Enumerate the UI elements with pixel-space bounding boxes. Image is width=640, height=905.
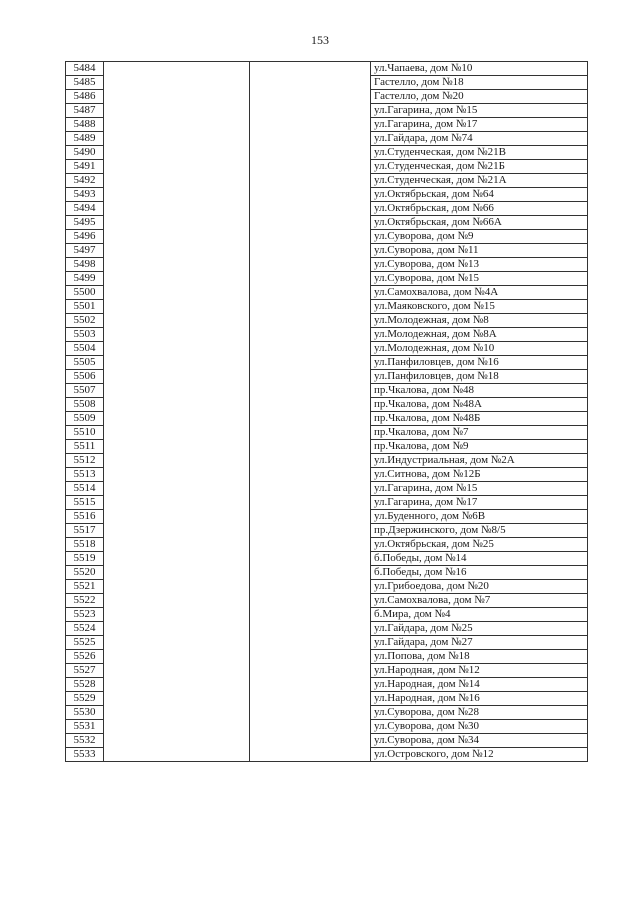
empty-cell [104, 118, 250, 132]
table-row [66, 748, 588, 762]
table-row [66, 286, 588, 300]
empty-cell [250, 580, 371, 594]
empty-cell [250, 216, 371, 230]
empty-cell [104, 650, 250, 664]
table-row [66, 174, 588, 188]
address-cell: ул.Гагарина, дом №17 [371, 496, 588, 510]
empty-cell [104, 230, 250, 244]
row-number-cell: 5490 [66, 146, 104, 160]
table-row [66, 230, 588, 244]
empty-cell [250, 552, 371, 566]
table-row [66, 594, 588, 608]
empty-cell [250, 622, 371, 636]
row-number-cell: 5524 [66, 622, 104, 636]
table-row [66, 454, 588, 468]
table-row [66, 608, 588, 622]
address-cell: ул.Молодежная, дом №8А [371, 328, 588, 342]
empty-cell [250, 468, 371, 482]
empty-cell [250, 636, 371, 650]
table-row [66, 342, 588, 356]
empty-cell [104, 258, 250, 272]
row-number-cell: 5503 [66, 328, 104, 342]
empty-cell [250, 398, 371, 412]
address-cell: ул.Народная, дом №16 [371, 692, 588, 706]
table-row [66, 258, 588, 272]
address-cell: ул.Гагарина, дом №17 [371, 118, 588, 132]
row-number-cell: 5529 [66, 692, 104, 706]
empty-cell [250, 426, 371, 440]
row-number-cell: 5514 [66, 482, 104, 496]
empty-cell [250, 286, 371, 300]
address-cell: ул.Суворова, дом №13 [371, 258, 588, 272]
row-number-cell: 5509 [66, 412, 104, 426]
empty-cell [104, 244, 250, 258]
empty-cell [250, 230, 371, 244]
table-row [66, 734, 588, 748]
empty-cell [250, 244, 371, 258]
row-number-cell: 5489 [66, 132, 104, 146]
empty-cell [250, 692, 371, 706]
address-cell: ул.Студенческая, дом №21Б [371, 160, 588, 174]
empty-cell [250, 538, 371, 552]
empty-cell [250, 90, 371, 104]
address-cell: ул.Суворова, дом №11 [371, 244, 588, 258]
empty-cell [104, 356, 250, 370]
table-row [66, 160, 588, 174]
address-cell: пр.Чкалова, дом №7 [371, 426, 588, 440]
table-row [66, 370, 588, 384]
address-cell: пр.Чкалова, дом №48Б [371, 412, 588, 426]
table-row [66, 90, 588, 104]
empty-cell [104, 748, 250, 762]
address-cell: пр.Чкалова, дом №48 [371, 384, 588, 398]
row-number-cell: 5499 [66, 272, 104, 286]
empty-cell [104, 132, 250, 146]
address-cell: ул.Октябрьская, дом №66А [371, 216, 588, 230]
empty-cell [104, 272, 250, 286]
row-number-cell: 5506 [66, 370, 104, 384]
address-cell: ул.Ситнова, дом №12Б [371, 468, 588, 482]
address-cell: ул.Суворова, дом №9 [371, 230, 588, 244]
address-cell: ул.Гайдара, дом №74 [371, 132, 588, 146]
empty-cell [104, 216, 250, 230]
row-number-cell: 5500 [66, 286, 104, 300]
empty-cell [104, 160, 250, 174]
empty-cell [104, 286, 250, 300]
empty-cell [250, 748, 371, 762]
table-row [66, 314, 588, 328]
row-number-cell: 5526 [66, 650, 104, 664]
empty-cell [104, 62, 250, 76]
address-cell: ул.Буденного, дом №6В [371, 510, 588, 524]
address-cell: ул.Чапаева, дом №10 [371, 62, 588, 76]
address-cell: ул.Панфиловцев, дом №16 [371, 356, 588, 370]
empty-cell [250, 160, 371, 174]
empty-cell [104, 524, 250, 538]
address-cell: Гастелло, дом №18 [371, 76, 588, 90]
row-number-cell: 5505 [66, 356, 104, 370]
table-row [66, 622, 588, 636]
address-cell: ул.Молодежная, дом №8 [371, 314, 588, 328]
row-number-cell: 5484 [66, 62, 104, 76]
empty-cell [104, 188, 250, 202]
address-cell: ул.Суворова, дом №28 [371, 706, 588, 720]
row-number-cell: 5496 [66, 230, 104, 244]
table-row [66, 188, 588, 202]
table-row [66, 524, 588, 538]
empty-cell [104, 468, 250, 482]
address-cell: б.Победы, дом №16 [371, 566, 588, 580]
address-cell: ул.Грибоедова, дом №20 [371, 580, 588, 594]
row-number-cell: 5492 [66, 174, 104, 188]
address-cell: Гастелло, дом №20 [371, 90, 588, 104]
table-row [66, 356, 588, 370]
empty-cell [250, 650, 371, 664]
table-row [66, 62, 588, 76]
address-cell: ул.Студенческая, дом №21В [371, 146, 588, 160]
empty-cell [250, 146, 371, 160]
empty-cell [250, 608, 371, 622]
empty-cell [104, 706, 250, 720]
empty-cell [250, 412, 371, 426]
row-number-cell: 5502 [66, 314, 104, 328]
empty-cell [104, 342, 250, 356]
empty-cell [250, 314, 371, 328]
address-cell: ул.Гайдара, дом №27 [371, 636, 588, 650]
table-row [66, 272, 588, 286]
empty-cell [250, 62, 371, 76]
empty-cell [250, 566, 371, 580]
table-row [66, 636, 588, 650]
empty-cell [104, 538, 250, 552]
table-row [66, 328, 588, 342]
page-number: 153 [311, 33, 329, 47]
empty-cell [104, 328, 250, 342]
empty-cell [250, 384, 371, 398]
row-number-cell: 5522 [66, 594, 104, 608]
table-row [66, 146, 588, 160]
row-number-cell: 5519 [66, 552, 104, 566]
row-number-cell: 5493 [66, 188, 104, 202]
empty-cell [104, 146, 250, 160]
row-number-cell: 5532 [66, 734, 104, 748]
table-row [66, 566, 588, 580]
empty-cell [250, 328, 371, 342]
empty-cell [250, 664, 371, 678]
empty-cell [104, 720, 250, 734]
empty-cell [250, 132, 371, 146]
row-number-cell: 5485 [66, 76, 104, 90]
empty-cell [104, 678, 250, 692]
empty-cell [104, 636, 250, 650]
empty-cell [250, 258, 371, 272]
empty-cell [250, 720, 371, 734]
address-cell: ул.Суворова, дом №30 [371, 720, 588, 734]
empty-cell [250, 594, 371, 608]
table-row [66, 384, 588, 398]
address-cell: ул.Народная, дом №14 [371, 678, 588, 692]
empty-cell [104, 664, 250, 678]
row-number-cell: 5530 [66, 706, 104, 720]
address-cell: б.Победы, дом №14 [371, 552, 588, 566]
empty-cell [104, 300, 250, 314]
table-row [66, 104, 588, 118]
empty-cell [104, 566, 250, 580]
address-cell: ул.Октябрьская, дом №66 [371, 202, 588, 216]
address-cell: пр.Чкалова, дом №9 [371, 440, 588, 454]
table-row [66, 118, 588, 132]
row-number-cell: 5517 [66, 524, 104, 538]
empty-cell [250, 118, 371, 132]
table-row [66, 482, 588, 496]
row-number-cell: 5488 [66, 118, 104, 132]
row-number-cell: 5495 [66, 216, 104, 230]
row-number-cell: 5528 [66, 678, 104, 692]
row-number-cell: 5504 [66, 342, 104, 356]
empty-cell [250, 272, 371, 286]
row-number-cell: 5515 [66, 496, 104, 510]
table-row [66, 202, 588, 216]
empty-cell [250, 104, 371, 118]
table-row [66, 426, 588, 440]
empty-cell [104, 384, 250, 398]
row-number-cell: 5498 [66, 258, 104, 272]
table-row [66, 538, 588, 552]
address-cell: ул.Гагарина, дом №15 [371, 104, 588, 118]
empty-cell [104, 594, 250, 608]
table-row [66, 650, 588, 664]
empty-cell [250, 202, 371, 216]
empty-cell [104, 412, 250, 426]
address-cell: ул.Октябрьская, дом №25 [371, 538, 588, 552]
empty-cell [104, 398, 250, 412]
address-cell: пр.Чкалова, дом №48А [371, 398, 588, 412]
row-number-cell: 5501 [66, 300, 104, 314]
row-number-cell: 5507 [66, 384, 104, 398]
address-cell: ул.Суворова, дом №15 [371, 272, 588, 286]
table-row [66, 664, 588, 678]
empty-cell [104, 314, 250, 328]
empty-cell [104, 734, 250, 748]
row-number-cell: 5525 [66, 636, 104, 650]
row-number-cell: 5497 [66, 244, 104, 258]
address-cell: ул.Гагарина, дом №15 [371, 482, 588, 496]
table-row [66, 706, 588, 720]
empty-cell [104, 104, 250, 118]
table-row [66, 300, 588, 314]
empty-cell [104, 510, 250, 524]
row-number-cell: 5494 [66, 202, 104, 216]
empty-cell [250, 482, 371, 496]
address-cell: ул.Попова, дом №18 [371, 650, 588, 664]
row-number-cell: 5531 [66, 720, 104, 734]
table-row [66, 678, 588, 692]
row-number-cell: 5516 [66, 510, 104, 524]
address-cell: ул.Самохвалова, дом №7 [371, 594, 588, 608]
empty-cell [250, 734, 371, 748]
empty-cell [104, 580, 250, 594]
table-row [66, 496, 588, 510]
table-row [66, 132, 588, 146]
empty-cell [250, 342, 371, 356]
empty-cell [250, 370, 371, 384]
row-number-cell: 5518 [66, 538, 104, 552]
empty-cell [250, 440, 371, 454]
table-row [66, 244, 588, 258]
table-row [66, 580, 588, 594]
address-cell: ул.Суворова, дом №34 [371, 734, 588, 748]
empty-cell [250, 524, 371, 538]
empty-cell [250, 174, 371, 188]
table-row [66, 216, 588, 230]
address-cell: ул.Маяковского, дом №15 [371, 300, 588, 314]
empty-cell [250, 300, 371, 314]
table-row [66, 468, 588, 482]
empty-cell [104, 426, 250, 440]
address-cell: пр.Дзержинского, дом №8/5 [371, 524, 588, 538]
empty-cell [104, 692, 250, 706]
row-number-cell: 5491 [66, 160, 104, 174]
table-row [66, 692, 588, 706]
empty-cell [104, 454, 250, 468]
row-number-cell: 5511 [66, 440, 104, 454]
empty-cell [104, 76, 250, 90]
address-cell: б.Мира, дом №4 [371, 608, 588, 622]
row-number-cell: 5512 [66, 454, 104, 468]
empty-cell [250, 678, 371, 692]
address-cell: ул.Индустриальная, дом №2А [371, 454, 588, 468]
empty-cell [250, 496, 371, 510]
empty-cell [104, 552, 250, 566]
address-cell: ул.Октябрьская, дом №64 [371, 188, 588, 202]
table-row [66, 720, 588, 734]
address-cell: ул.Студенческая, дом №21А [371, 174, 588, 188]
empty-cell [250, 706, 371, 720]
row-number-cell: 5520 [66, 566, 104, 580]
row-number-cell: 5513 [66, 468, 104, 482]
row-number-cell: 5486 [66, 90, 104, 104]
address-cell: ул.Молодежная, дом №10 [371, 342, 588, 356]
empty-cell [104, 608, 250, 622]
empty-cell [104, 202, 250, 216]
row-number-cell: 5527 [66, 664, 104, 678]
address-cell: ул.Самохвалова, дом №4А [371, 286, 588, 300]
empty-cell [104, 370, 250, 384]
row-number-cell: 5487 [66, 104, 104, 118]
address-cell: ул.Панфиловцев, дом №18 [371, 370, 588, 384]
empty-cell [104, 440, 250, 454]
address-cell: ул.Гайдара, дом №25 [371, 622, 588, 636]
table-row [66, 412, 588, 426]
row-number-cell: 5510 [66, 426, 104, 440]
address-cell: ул.Островского, дом №12 [371, 748, 588, 762]
table-row [66, 398, 588, 412]
empty-cell [250, 76, 371, 90]
row-number-cell: 5533 [66, 748, 104, 762]
address-register-table [65, 61, 588, 762]
table-row [66, 510, 588, 524]
table-row [66, 440, 588, 454]
empty-cell [104, 482, 250, 496]
row-number-cell: 5523 [66, 608, 104, 622]
empty-cell [250, 510, 371, 524]
address-cell: ул.Народная, дом №12 [371, 664, 588, 678]
empty-cell [104, 496, 250, 510]
row-number-cell: 5508 [66, 398, 104, 412]
empty-cell [104, 622, 250, 636]
table-row [66, 552, 588, 566]
empty-cell [250, 454, 371, 468]
table-row [66, 76, 588, 90]
empty-cell [104, 174, 250, 188]
empty-cell [250, 188, 371, 202]
empty-cell [104, 90, 250, 104]
row-number-cell: 5521 [66, 580, 104, 594]
empty-cell [250, 356, 371, 370]
